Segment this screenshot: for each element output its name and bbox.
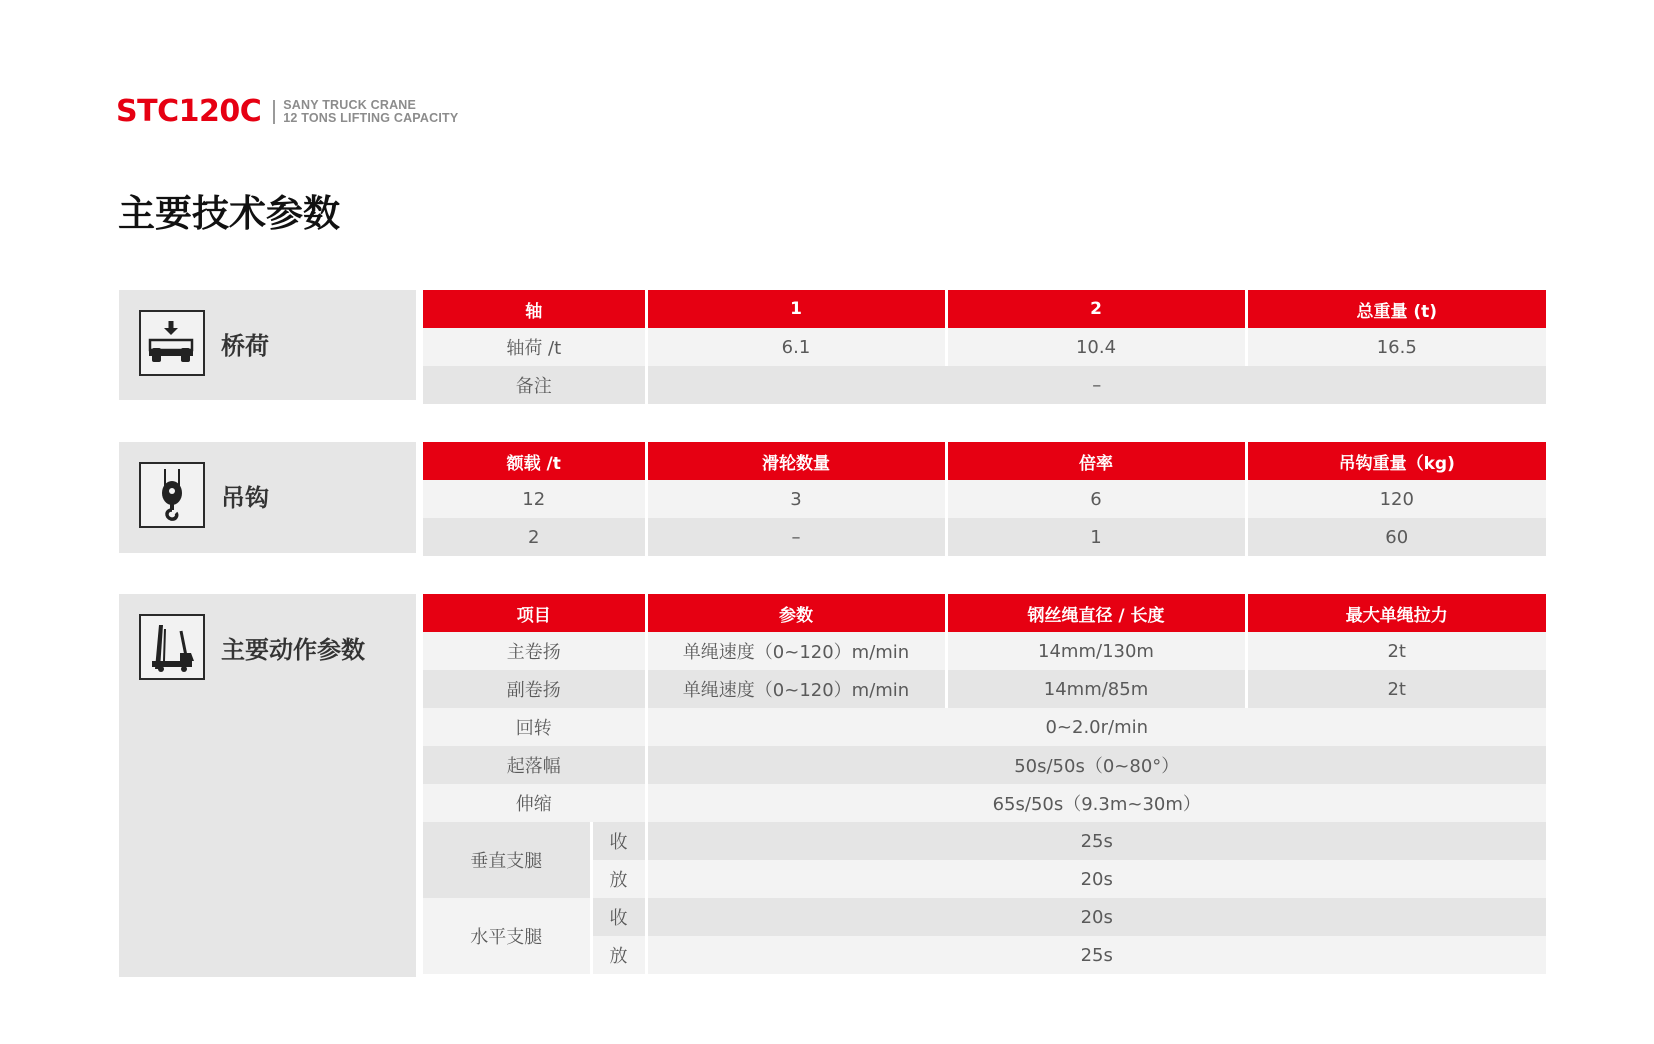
table-row [423, 898, 1546, 936]
column-header: 1 [646, 290, 946, 328]
table-cell: 25s [646, 822, 1546, 860]
column-header: 最大单绳拉力 [1246, 594, 1546, 632]
table-cell: 20s [646, 898, 1546, 936]
table-row [423, 784, 1546, 822]
table-cell: 10.4 [946, 328, 1246, 366]
table-row [423, 860, 1546, 898]
row-label: 伸缩 [423, 784, 646, 822]
table-cell: 2t [1246, 632, 1546, 670]
axle-load-table [423, 290, 1546, 404]
table-row [423, 936, 1546, 974]
table-header-row [423, 442, 1546, 480]
table-cell: 3 [646, 480, 946, 518]
row-label: 副卷扬 [423, 670, 646, 708]
table-row [423, 518, 1546, 556]
column-header: 轴 [423, 290, 646, 328]
column-header: 吊钩重量（kg) [1246, 442, 1546, 480]
section-axle-load [119, 290, 1546, 400]
crane-boom-icon [139, 614, 205, 680]
table-cell: 6.1 [646, 328, 946, 366]
model-logo: STC120C [116, 94, 262, 129]
row-label: 起落幅 [423, 746, 646, 784]
section-label-panel [119, 594, 416, 977]
tagline-line1: SANY TRUCK CRANE [283, 98, 417, 112]
row-label: 轴荷 /t [423, 328, 646, 366]
sub-label: 放 [591, 936, 646, 974]
table-cell: – [646, 366, 1546, 404]
table-row [423, 822, 1546, 860]
table-cell: 单绳速度（0~120）m/min [646, 670, 946, 708]
table-row [423, 670, 1546, 708]
hook-table [423, 442, 1546, 556]
table-cell: – [646, 518, 946, 556]
sub-label: 收 [591, 898, 646, 936]
logo-divider [273, 100, 275, 124]
table-cell: 20s [646, 860, 1546, 898]
sub-label: 放 [591, 860, 646, 898]
table-row [423, 366, 1546, 404]
table-cell: 65s/50s（9.3m~30m） [646, 784, 1546, 822]
sub-label: 收 [591, 822, 646, 860]
section-label-panel [119, 290, 416, 400]
table-cell: 50s/50s（0~80°） [646, 746, 1546, 784]
section-label-panel [119, 442, 416, 553]
section-title: 桥荷 [221, 331, 269, 360]
table-row [423, 480, 1546, 518]
brand-header [116, 95, 458, 129]
section-main-motion [119, 594, 1546, 977]
column-header: 参数 [646, 594, 946, 632]
table-cell: 单绳速度（0~120）m/min [646, 632, 946, 670]
table-cell: 14mm/130m [946, 632, 1246, 670]
row-label: 回转 [423, 708, 646, 746]
table-header-row [423, 290, 1546, 328]
motion-params-table [423, 594, 1546, 974]
table-cell: 25s [646, 936, 1546, 974]
section-hook [119, 442, 1546, 553]
table-row [423, 328, 1546, 366]
axle-load-icon [139, 310, 205, 376]
column-header: 倍率 [946, 442, 1246, 480]
row-label: 备注 [423, 366, 646, 404]
page-title: 主要技术参数 [118, 192, 340, 235]
section-title: 吊钩 [221, 483, 269, 512]
row-label: 水平支腿 [423, 898, 591, 974]
column-header: 钢丝绳直径 / 长度 [946, 594, 1246, 632]
table-cell: 12 [423, 480, 646, 518]
section-title: 主要动作参数 [221, 635, 365, 664]
table-row [423, 708, 1546, 746]
column-header: 项目 [423, 594, 646, 632]
table-cell: 14mm/85m [946, 670, 1246, 708]
table-cell: 1 [946, 518, 1246, 556]
column-header: 2 [946, 290, 1246, 328]
table-cell: 60 [1246, 518, 1546, 556]
table-row [423, 632, 1546, 670]
table-cell: 2t [1246, 670, 1546, 708]
tagline-line2: 12 TONS LIFTING CAPACITY [283, 111, 459, 125]
row-label: 主卷扬 [423, 632, 646, 670]
hook-pulley-icon [139, 462, 205, 528]
table-cell: 2 [423, 518, 646, 556]
column-header: 滑轮数量 [646, 442, 946, 480]
table-header-row [423, 594, 1546, 632]
table-cell: 16.5 [1246, 328, 1546, 366]
logo-tagline [283, 99, 458, 125]
table-cell: 6 [946, 480, 1246, 518]
table-cell: 0~2.0r/min [646, 708, 1546, 746]
table-row [423, 746, 1546, 784]
row-label: 垂直支腿 [423, 822, 591, 898]
table-cell: 120 [1246, 480, 1546, 518]
column-header: 额载 /t [423, 442, 646, 480]
column-header: 总重量 (t) [1246, 290, 1546, 328]
